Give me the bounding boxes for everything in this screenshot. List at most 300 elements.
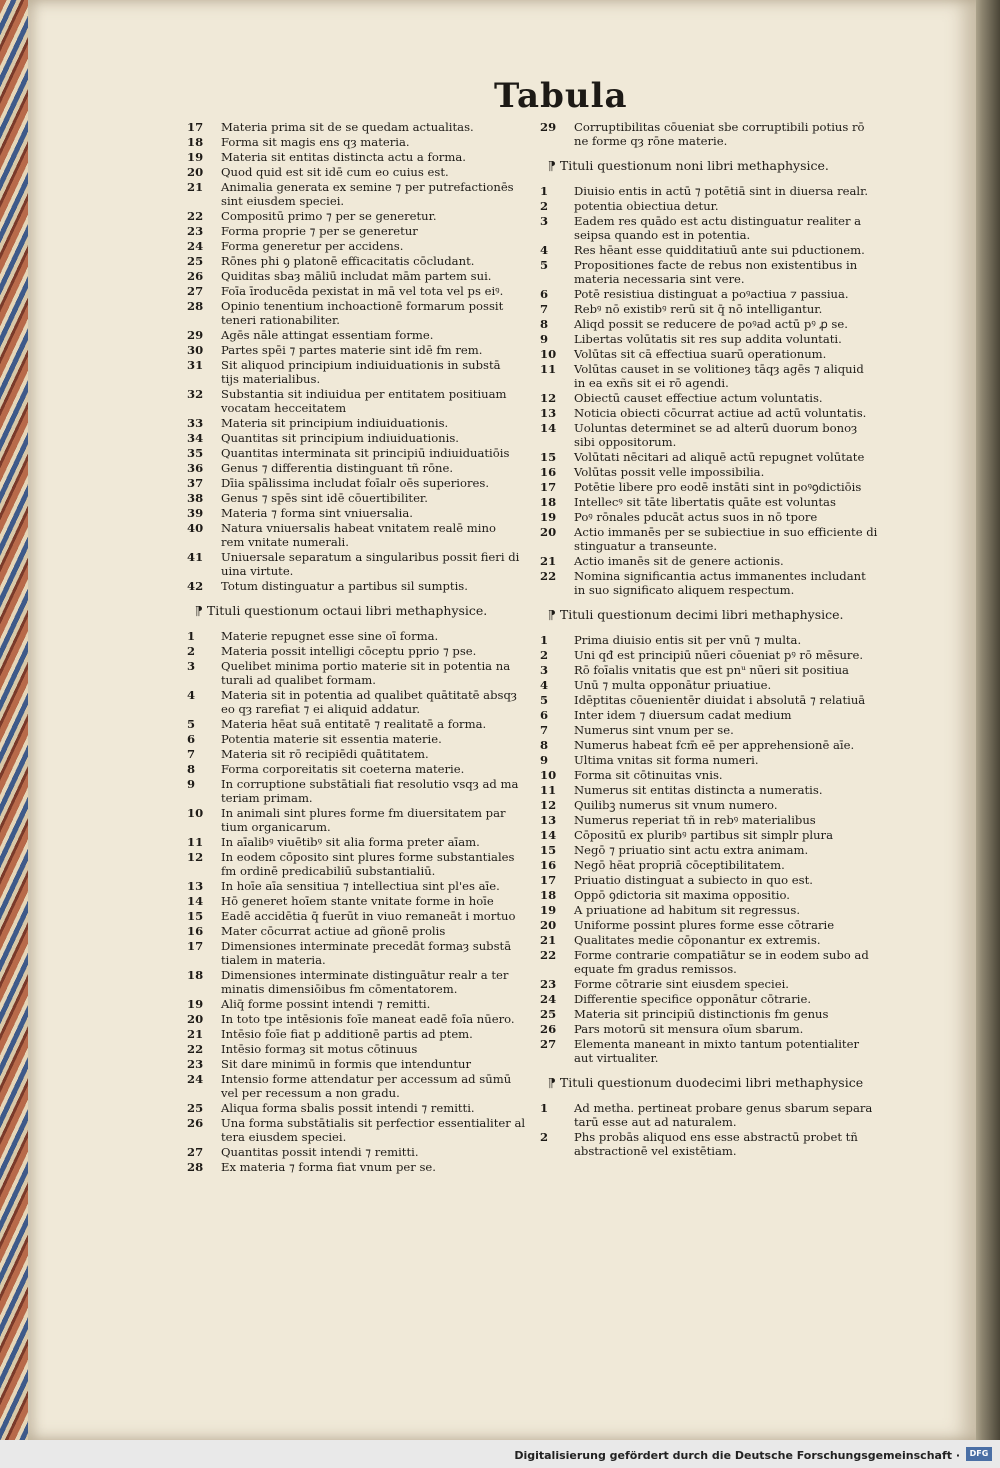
entry-text: Actio immanēs per se subiectiue in suo efficiente di stinguatur a transeunte. [574,525,878,553]
list-item [185,165,540,179]
entry-text: Intēsio foīe fiat p additionē partis ad ptem. [221,1027,473,1041]
entry-text: Ex materia ⁊ forma fiat vnum per se. [221,1160,436,1174]
entry-number: 21 [187,1027,204,1041]
entry-text: Forma sit magis ens qȝ materia. [221,135,410,149]
decimi-entry-list [538,633,888,1065]
list-item [185,968,540,996]
list-item [185,659,540,687]
entry-text: Materia sit in potentia ad qualibet quātitatē absqȝ eo qȝ rarefiat ⁊ ei aliquid addatur. [221,688,517,716]
entry-number: 10 [540,347,557,361]
entry-text: Pars motorū sit mensura oīum sbarum. [574,1022,804,1036]
entry-number: 16 [187,924,204,938]
dfg-logo: DFG [966,1447,992,1461]
entry-number: 34 [187,431,204,445]
right-column [538,120,888,1159]
entry-text: In animali sint plures forme fm diuersitatem par tium organicarum. [221,806,506,834]
list-item [538,888,888,902]
list-item [185,1145,540,1159]
entry-text: Genus ⁊ spēs sint idē cōuertibiliter. [221,491,428,505]
list-item [185,358,540,386]
entry-text: Uni qđ est principiū nūeri cōueniat pꝰ rō mēsure. [574,648,864,662]
entry-number: 6 [187,732,196,746]
entry-text: Animalia generata ex semine ⁊ per putrefactionēs sint eiusdem speciei. [221,180,514,208]
entry-text: Numerus habeat fcm̄ eē per apprehensionē aīe. [574,738,855,752]
entry-number: 30 [187,343,204,357]
list-item [538,199,888,213]
entry-number: 14 [540,828,557,842]
entry-text: Potentia materie sit essentia materie. [221,732,442,746]
entry-text: Hō generet hoīem stante vnitate forme in hoīe [221,894,494,908]
entry-number: 18 [540,495,557,509]
list-item [538,362,888,390]
list-item [538,421,888,449]
list-item [185,879,540,893]
entry-text: potentia obiectiua detur. [574,199,719,213]
entry-text: Negō ⁊ priuatio sint actu extra animam. [574,843,809,857]
entry-text: Materia prima sit de se quedam actualitas. [221,120,474,134]
list-item [185,150,540,164]
entry-text: Quantitas interminata sit principiū indiuiduatiōis [221,446,510,460]
entry-text: Genus ⁊ differentia distinguant tñ rōne. [221,461,454,475]
list-item [185,224,540,238]
entry-text: Una forma substātialis sit perfectior essentialiter al tera eiusdem speciei. [221,1116,526,1144]
entry-number: 5 [540,693,549,707]
list-item [185,1012,540,1026]
entry-text: Forma corporeitatis sit coeterna materie. [221,762,465,776]
list-item [538,678,888,692]
entry-number: 23 [540,977,557,991]
entry-number: 23 [187,224,204,238]
entry-number: 15 [540,843,557,857]
list-item [185,120,540,134]
list-item [185,806,540,834]
entry-number: 13 [540,406,557,420]
list-item [538,120,888,148]
entry-text: Materie repugnet esse sine oī forma. [221,629,439,643]
entry-text: Numerus reperiat tñ in rebꝰ materialibus [574,813,816,827]
list-item [538,450,888,464]
entry-text: Volūtas possit velle impossibilia. [574,465,765,479]
entry-number: 21 [187,180,204,194]
entry-number: 24 [540,992,557,1006]
entry-text: A priuatione ad habitum sit regressus. [574,903,801,917]
entry-number: 17 [540,480,557,494]
entry-number: 26 [187,269,204,283]
entry-number: 7 [187,747,196,761]
list-item [538,554,888,568]
list-item [185,644,540,658]
entry-text: Agēs nāle attingat essentiam forme. [221,328,434,342]
list-item [185,939,540,967]
list-item [185,1057,540,1071]
entry-number: 17 [187,120,204,134]
list-item [185,446,540,460]
entry-number: 20 [187,1012,204,1026]
entry-number: 15 [187,909,204,923]
entry-text: Foīa īroducēda pexistat in mā vel tota vel ps eiꝰ. [221,284,504,298]
list-item [538,783,888,797]
list-item [538,243,888,257]
entry-text: Phs probās aliquod ens esse abstractū probet tñ abstractionē vel existētiam. [574,1130,858,1158]
entry-number: 2 [187,644,196,658]
list-item [538,858,888,872]
entry-number: 1 [187,629,196,643]
list-item [185,506,540,520]
entry-text: Oppō ꝯdictoria sit maxima oppositio. [574,888,790,902]
entry-text: In corruptione substātiali fiat resolutio vsqȝ ad ma teriam primam. [221,777,519,805]
entry-number: 2 [540,648,549,662]
list-item [538,510,888,524]
list-item [538,828,888,842]
entry-number: 1 [540,1101,549,1115]
list-item [185,550,540,578]
list-item [185,476,540,490]
entry-text: Inter idem ⁊ diuersum cadat medium [574,708,792,722]
list-item [538,918,888,932]
octavi-entry-list [185,629,540,1174]
entry-text: Sit dare minimū in formis que intenduntur [221,1057,472,1071]
entry-number: 17 [187,939,204,953]
entry-text: Qualitates medie cōponantur ex extremis. [574,933,821,947]
entry-number: 20 [540,525,557,539]
list-item [185,461,540,475]
list-item [185,254,540,268]
entry-number: 22 [540,948,557,962]
entry-text: Mater cōcurrat actiue ad gñonē prolis [221,924,446,938]
list-item [538,391,888,405]
entry-text: Dimensiones interminate distinguātur realr a ter minatis dimensiōibus fm cōmentatorem. [221,968,509,996]
list-item [538,633,888,647]
list-item [185,180,540,208]
entry-text: Quod quid est sit idē cum eo cuius est. [221,165,449,179]
entry-number: 26 [540,1022,557,1036]
entry-text: Volūtas sit cā effectiua suarū operationum. [574,347,827,361]
entry-number: 40 [187,521,204,535]
entry-text: In hoīe aīa sensitiua ⁊ intellectiua sint pl'es aīe. [221,879,500,893]
entry-number: 4 [187,688,196,702]
list-item [185,732,540,746]
entry-number: 20 [540,918,557,932]
entry-text: Materia ⁊ forma sint vniuersalia. [221,506,413,520]
list-item [538,992,888,1006]
entry-number: 37 [187,476,204,490]
list-item [538,258,888,286]
entry-number: 19 [540,510,557,524]
entry-number: 36 [187,461,204,475]
entry-text: Sit aliquod principium indiuiduationis in substā tijs materialibus. [221,358,501,386]
entry-number: 19 [540,903,557,917]
entry-text: Res hēant esse quidditatiuū ante sui pductionem. [574,243,865,257]
entry-text: Opinio tenentium inchoactionē formarum possit teneri rationabiliter. [221,299,504,327]
entry-text: Prima diuisio entis sit per vnū ⁊ multa. [574,633,802,647]
list-item [538,903,888,917]
entry-number: 22 [187,209,204,223]
entry-number: 12 [540,798,557,812]
noni-heading: ⁋ Tituli questionum noni libri methaphysice. [548,158,829,173]
entry-text: Forme contrarie compatiātur se in eodem subo ad equate fm gradus remissos. [574,948,869,976]
entry-text: Elementa maneant in mixto tantum potentialiter aut virtualiter. [574,1037,859,1065]
entry-text: Uniforme possint plures forme esse cōtrarie [574,918,835,932]
list-item [185,269,540,283]
list-item [538,302,888,316]
entry-text: In eodem cōposito sint plures forme substantiales fm ordinē predicabiliū substantialiū. [221,850,515,878]
entry-number: 32 [187,387,204,401]
list-item [185,688,540,716]
entry-number: 27 [540,1037,557,1051]
entry-number: 29 [187,328,204,342]
entry-number: 11 [540,362,557,376]
entry-text: Propositiones facte de rebus non existentibus in materia necessaria sint vere. [574,258,858,286]
entry-text: Intellecꝰ sit tāte libertatis quāte est voluntas [574,495,836,509]
entry-number: 18 [540,888,557,902]
entry-number: 1 [540,184,549,198]
list-item [538,1101,888,1129]
entry-number: 27 [187,284,204,298]
list-item [185,717,540,731]
entry-text: Volūtati nēcitari ad aliquē actū repugnet volūtate [574,450,865,464]
list-item [538,768,888,782]
entry-number: 9 [187,777,196,791]
footer-bar [0,1440,1000,1468]
entry-text: Aliq̄ forme possint intendi ⁊ remitti. [221,997,431,1011]
list-item [538,753,888,767]
list-item [185,747,540,761]
entry-number: 12 [187,850,204,864]
entry-number: 7 [540,723,549,737]
entry-number: 10 [540,768,557,782]
entry-text: Quilibꝫ numerus sit vnum numero. [574,798,778,812]
entry-number: 9 [540,332,549,346]
entry-text: Uniuersale separatum a singularibus possit fieri di uina virtute. [221,550,520,578]
entry-text: Substantia sit indiuidua per entitatem positiuam vocatam hecceitatem [221,387,507,415]
list-item [185,1116,540,1144]
entry-text: Quelibet minima portio materie sit in potentia na turali ad qualibet formam. [221,659,511,687]
entry-text: Ad metha. pertineat probare genus sbarum separa tarū esse aut ad naturalem. [574,1101,873,1129]
entry-number: 42 [187,579,204,593]
entry-number: 28 [187,299,204,313]
right-top-entry-list [538,120,888,148]
entry-number: 16 [540,858,557,872]
list-item [185,1101,540,1115]
entry-number: 25 [187,1101,204,1115]
entry-text: Aliqua forma sbalis possit intendi ⁊ remitti. [221,1101,475,1115]
entry-text: Eadē accidētia q̄ fuerūt in viuo remaneāt i mortuo [221,909,516,923]
list-item [538,663,888,677]
entry-text: Dīia spālissima includat foīalr oēs superiores. [221,476,489,490]
list-item [185,924,540,938]
entry-number: 17 [540,873,557,887]
list-item [538,465,888,479]
list-item [185,343,540,357]
entry-text: Noticia obiecti cōcurrat actiue ad actū voluntatis. [574,406,867,420]
duodecimi-entry-list [538,1101,888,1158]
entry-text: In aīalibꝰ viuētibꝰ sit alia forma preter aīam. [221,835,480,849]
entry-number: 5 [187,717,196,731]
entry-number: 15 [540,450,557,464]
list-item [538,332,888,346]
list-item [538,723,888,737]
entry-number: 8 [187,762,196,776]
entry-number: 21 [540,554,557,568]
entry-number: 9 [540,753,549,767]
list-item [538,569,888,597]
entry-number: 38 [187,491,204,505]
entry-text: Forma proprie ⁊ per se generetur [221,224,418,238]
list-item [538,813,888,827]
list-item [538,948,888,976]
entry-text: Corruptibilitas cōueniat sbe corruptibili potius rō ne forme qȝ rōne materie. [574,120,865,148]
entry-text: Quiditas sbaȝ māliū includat mām partem sui. [221,269,492,283]
entry-number: 8 [540,738,549,752]
entry-text: Idēptitas cōuenientēr diuidat i absolutā ⁊ relatiuā [574,693,866,707]
list-item [538,843,888,857]
list-item [538,406,888,420]
list-item [185,997,540,1011]
list-item [185,431,540,445]
list-item [538,495,888,509]
list-item [185,299,540,327]
entry-number: 11 [187,835,204,849]
entry-number: 27 [187,1145,204,1159]
entry-number: 41 [187,550,204,564]
entry-text: Materia hēat suā entitatē ⁊ realitatē a forma. [221,717,487,731]
list-item [538,708,888,722]
entry-text: Nomina significantia actus immanentes includant in suo significato aliquem respectum. [574,569,866,597]
list-item [185,777,540,805]
list-item [185,521,540,549]
list-item [185,1027,540,1041]
noni-entry-list [538,184,888,597]
entry-text: Rōnes phi ꝯ platonē efficacitatis cōcludant. [221,254,475,268]
entry-number: 6 [540,708,549,722]
entry-number: 13 [540,813,557,827]
list-item [538,525,888,553]
entry-text: Cōpositū ex pluribꝰ partibus sit simplr plura [574,828,834,842]
list-item [185,850,540,878]
entry-text: Materia sit entitas distincta actu a forma. [221,150,466,164]
entry-text: Materia possit intelligi cōceptu pprio ⁊ pse. [221,644,477,658]
entry-text: Rō foīalis vnitatis que est pnᵘ nūeri sit positiua [574,663,849,677]
left-entry-list [185,120,540,593]
entry-number: 39 [187,506,204,520]
list-item [185,284,540,298]
entry-text: Quantitas possit intendi ⁊ remitti. [221,1145,419,1159]
entry-text: Actio imanēs sit de genere actionis. [574,554,784,568]
list-item [185,135,540,149]
entry-text: Dimensiones interminate precedāt formaȝ substā tialem in materia. [221,939,512,967]
entry-text: Diuisio entis in actū ⁊ potētiā sint in diuersa realr. [574,184,869,198]
entry-number: 19 [187,150,204,164]
entry-text: Libertas volūtatis sit res sup addita voluntati. [574,332,842,346]
list-item [185,328,540,342]
page-title: Tabula [494,76,628,116]
entry-text: In toto tpe intēsionis foīe maneat eadē foīa nūero. [221,1012,515,1026]
list-item [538,480,888,494]
list-item [538,648,888,662]
entry-number: 4 [540,678,549,692]
list-item [538,214,888,242]
entry-number: 26 [187,1116,204,1130]
entry-text: Partes spēi ⁊ partes materie sint idē fm rem. [221,343,483,357]
list-item [185,491,540,505]
entry-number: 3 [540,214,549,228]
entry-number: 11 [540,783,557,797]
list-item [538,693,888,707]
entry-text: Numerus sit entitas distincta a numeratis. [574,783,823,797]
entry-text: Totum distinguatur a partibus sil sumptis. [221,579,468,593]
entry-text: Potētie libere pro eodē instāti sint in poꝰꝯdictiōis [574,480,862,494]
list-item [538,873,888,887]
entry-number: 6 [540,287,549,301]
entry-text: Numerus sint vnum per se. [574,723,734,737]
list-item [538,347,888,361]
list-item [185,416,540,430]
list-item [538,977,888,991]
list-item [185,1072,540,1100]
entry-number: 22 [540,569,557,583]
list-item [185,387,540,415]
entry-text: Quantitas sit principium indiuiduationis. [221,431,459,445]
entry-number: 18 [187,968,204,982]
list-item [538,933,888,947]
list-item [185,629,540,643]
entry-number: 4 [540,243,549,257]
list-item [538,1022,888,1036]
entry-text: Eadem res quādo est actu distinguatur realiter a seipsa quando est in potentia. [574,214,862,242]
entry-text: Intensio forme attendatur per accessum ad sūmū vel per recessum a non gradu. [221,1072,512,1100]
entry-text: Unū ⁊ multa opponātur priuatiue. [574,678,772,692]
list-item [538,1007,888,1021]
entry-text: Potē resistiua distinguat a poꝰactiua ⁊ passiua. [574,287,849,301]
entry-text: Aliqd possit se reducere de poꝰad actū pꝰ ꝓ se. [574,317,848,331]
entry-number: 16 [540,465,557,479]
left-column [185,120,540,1175]
entry-text: Compositū primo ⁊ per se generetur. [221,209,437,223]
entry-number: 3 [187,659,196,673]
entry-text: Obiectū causet effectiue actum voluntatis. [574,391,823,405]
list-item [185,1042,540,1056]
entry-number: 12 [540,391,557,405]
list-item [538,738,888,752]
entry-text: Priuatio distinguat a subiecto in quo est. [574,873,813,887]
entry-number: 3 [540,663,549,677]
list-item [538,317,888,331]
octavi-heading: ⁋ Tituli questionum octaui libri methaphysice. [195,603,488,618]
entry-number: 21 [540,933,557,947]
entry-number: 7 [540,302,549,316]
entry-text: Materia sit principiū distinctionis fm genus [574,1007,829,1021]
entry-number: 22 [187,1042,204,1056]
entry-number: 19 [187,997,204,1011]
entry-number: 14 [187,894,204,908]
entry-number: 2 [540,1130,549,1144]
entry-number: 25 [540,1007,557,1021]
entry-text: Negō hēat propriā cōceptibilitatem. [574,858,785,872]
entry-number: 35 [187,446,204,460]
list-item [185,894,540,908]
entry-text: Forme cōtrarie sint eiusdem speciei. [574,977,789,991]
entry-text: Materia sit principium indiuiduationis. [221,416,449,430]
decimi-heading: ⁋ Tituli questionum decimi libri methaphysice. [548,607,844,622]
entry-text: Uoluntas determinet se ad alterū duorum bonoȝ sibi oppositorum. [574,421,858,449]
entry-number: 1 [540,633,549,647]
list-item [538,1130,888,1158]
list-item [185,239,540,253]
list-item [538,798,888,812]
entry-number: 24 [187,1072,204,1086]
entry-number: 13 [187,879,204,893]
entry-number: 33 [187,416,204,430]
